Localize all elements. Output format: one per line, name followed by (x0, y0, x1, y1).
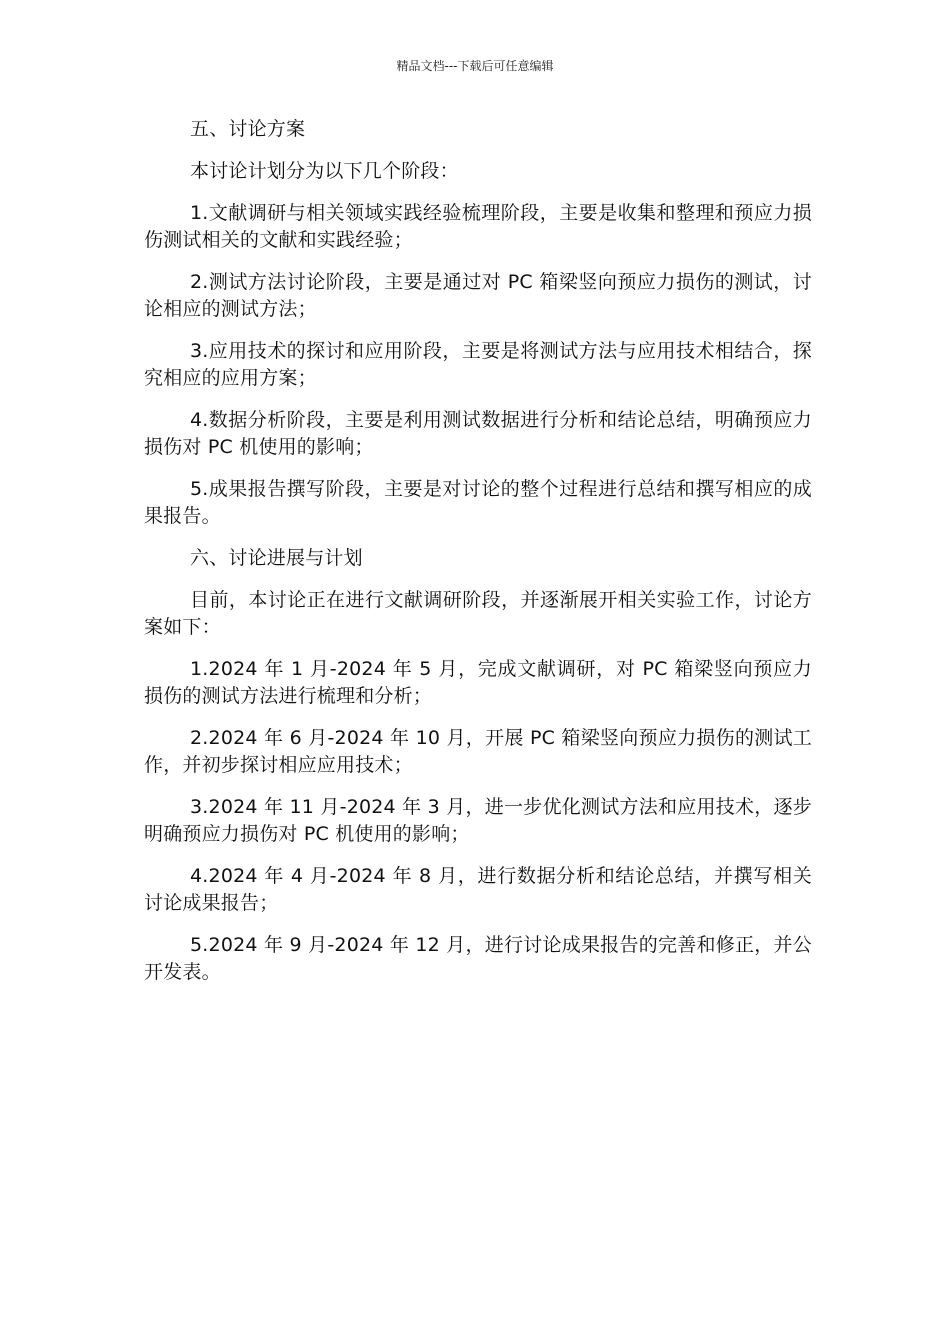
paragraph-progress: 目前，本讨论正在进行文献调研阶段，并逐渐展开相关实验工作，讨论方案如下： (144, 589, 812, 638)
stage-item-3: 3.应用技术的探讨和应用阶段，主要是将测试方法与应用技术相结合，探究相应的应用方案； (144, 340, 812, 389)
plan-item-2: 2.2024 年 6 月-2024 年 10 月，开展 PC 箱梁竖向预应力损伤的测试工作，并初步探讨相应应用技术； (144, 727, 812, 776)
section-heading-6: 六、讨论进展与计划 (190, 547, 363, 569)
plan-item-4: 4.2024 年 4 月-2024 年 8 月，进行数据分析和结论总结，并撰写相关讨论成果报告； (144, 865, 812, 914)
plan-item-1: 1.2024 年 1 月-2024 年 5 月，完成文献调研，对 PC 箱梁竖向预应力损伤的测试方法进行梳理和分析； (144, 658, 812, 707)
stage-item-4: 4.数据分析阶段，主要是利用测试数据进行分析和结论总结，明确预应力损伤对 PC 机使用的影响； (144, 409, 812, 458)
plan-item-3: 3.2024 年 11 月-2024 年 3 月，进一步优化测试方法和应用技术，逐步明确预应力损伤对 PC 机使用的影响； (144, 796, 812, 845)
page-header: 精品文档---下载后可任意编辑 (396, 59, 554, 73)
stage-item-2: 2.测试方法讨论阶段，主要是通过对 PC 箱梁竖向预应力损伤的测试，讨论相应的测试方法； (144, 271, 812, 320)
plan-item-5: 5.2024 年 9 月-2024 年 12 月，进行讨论成果报告的完善和修正，并公开发表。 (144, 934, 812, 983)
section-heading-5: 五、讨论方案 (190, 118, 306, 140)
stage-item-1: 1.文献调研与相关领域实践经验梳理阶段，主要是收集和整理和预应力损伤测试相关的文献和实践经验； (144, 202, 812, 251)
document-body (144, 116, 812, 1001)
stage-item-5: 5.成果报告撰写阶段，主要是对讨论的整个过程进行总结和撰写相应的成果报告。 (144, 478, 812, 527)
paragraph-intro: 本讨论计划分为以下几个阶段： (190, 160, 459, 182)
